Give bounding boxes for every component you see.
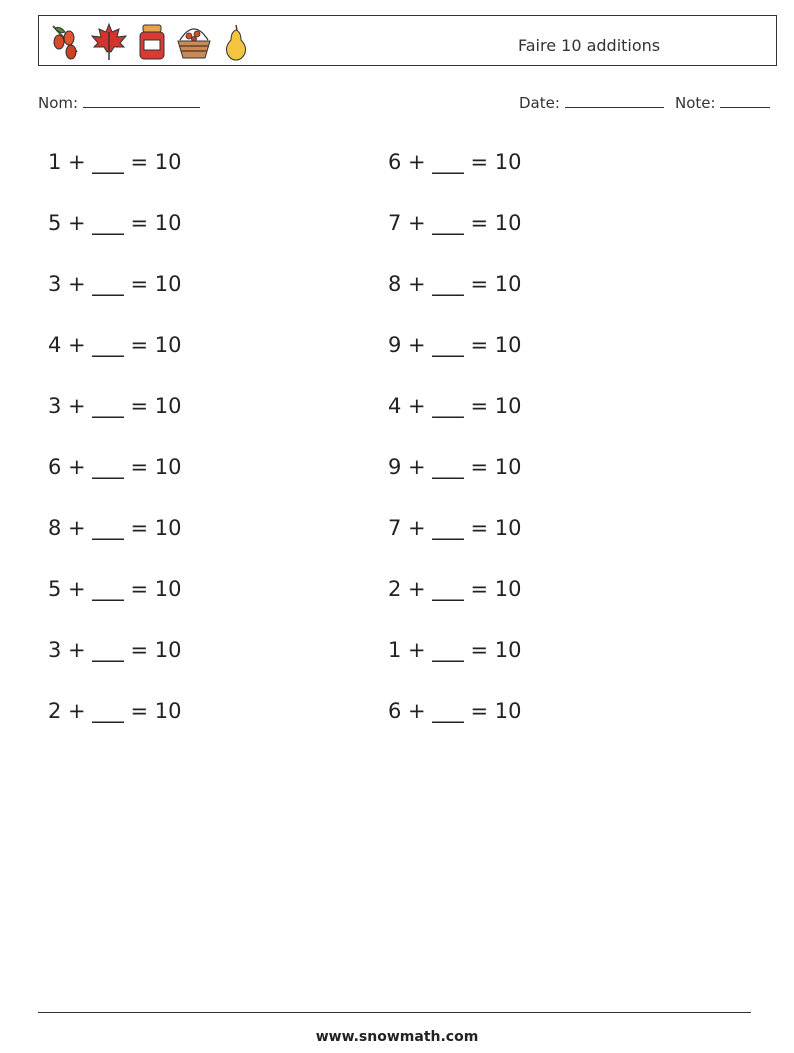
problem-right-5: 4 + ___ = 10 — [388, 394, 522, 418]
problem-left-4: 4 + ___ = 10 — [48, 333, 182, 357]
name-field — [38, 93, 200, 112]
problem-left-2: 5 + ___ = 10 — [48, 211, 182, 235]
date-line — [565, 93, 664, 108]
footer-divider — [38, 1012, 751, 1013]
berry-basket-icon — [175, 22, 213, 62]
name-line — [83, 93, 200, 108]
problem-right-6: 9 + ___ = 10 — [388, 455, 522, 479]
pear-icon — [221, 22, 251, 62]
problem-right-3: 8 + ___ = 10 — [388, 272, 522, 296]
problem-left-8: 5 + ___ = 10 — [48, 577, 182, 601]
jam-jar-icon — [137, 22, 167, 62]
header-icons — [49, 21, 251, 63]
problem-left-7: 8 + ___ = 10 — [48, 516, 182, 540]
date-field — [519, 93, 664, 112]
problem-right-1: 6 + ___ = 10 — [388, 150, 522, 174]
problem-left-1: 1 + ___ = 10 — [48, 150, 182, 174]
problem-right-2: 7 + ___ = 10 — [388, 211, 522, 235]
problem-right-4: 9 + ___ = 10 — [388, 333, 522, 357]
maple-leaf-icon — [89, 22, 129, 62]
problem-right-9: 1 + ___ = 10 — [388, 638, 522, 662]
footer-url: www.snowmath.com — [315, 1029, 479, 1045]
note-line — [720, 93, 770, 108]
rosehip-icon — [49, 22, 81, 62]
note-field — [675, 93, 770, 112]
problem-left-5: 3 + ___ = 10 — [48, 394, 182, 418]
date-label: Date: — [519, 94, 560, 112]
name-label: Nom: — [38, 94, 79, 112]
problem-right-8: 2 + ___ = 10 — [388, 577, 522, 601]
problem-left-10: 2 + ___ = 10 — [48, 699, 182, 723]
header-box — [38, 15, 777, 66]
problem-right-7: 7 + ___ = 10 — [388, 516, 522, 540]
problem-right-10: 6 + ___ = 10 — [388, 699, 522, 723]
worksheet-title: Faire 10 additions — [518, 36, 661, 55]
problem-left-9: 3 + ___ = 10 — [48, 638, 182, 662]
problem-left-3: 3 + ___ = 10 — [48, 272, 182, 296]
problem-left-6: 6 + ___ = 10 — [48, 455, 182, 479]
note-label: Note: — [675, 94, 716, 112]
